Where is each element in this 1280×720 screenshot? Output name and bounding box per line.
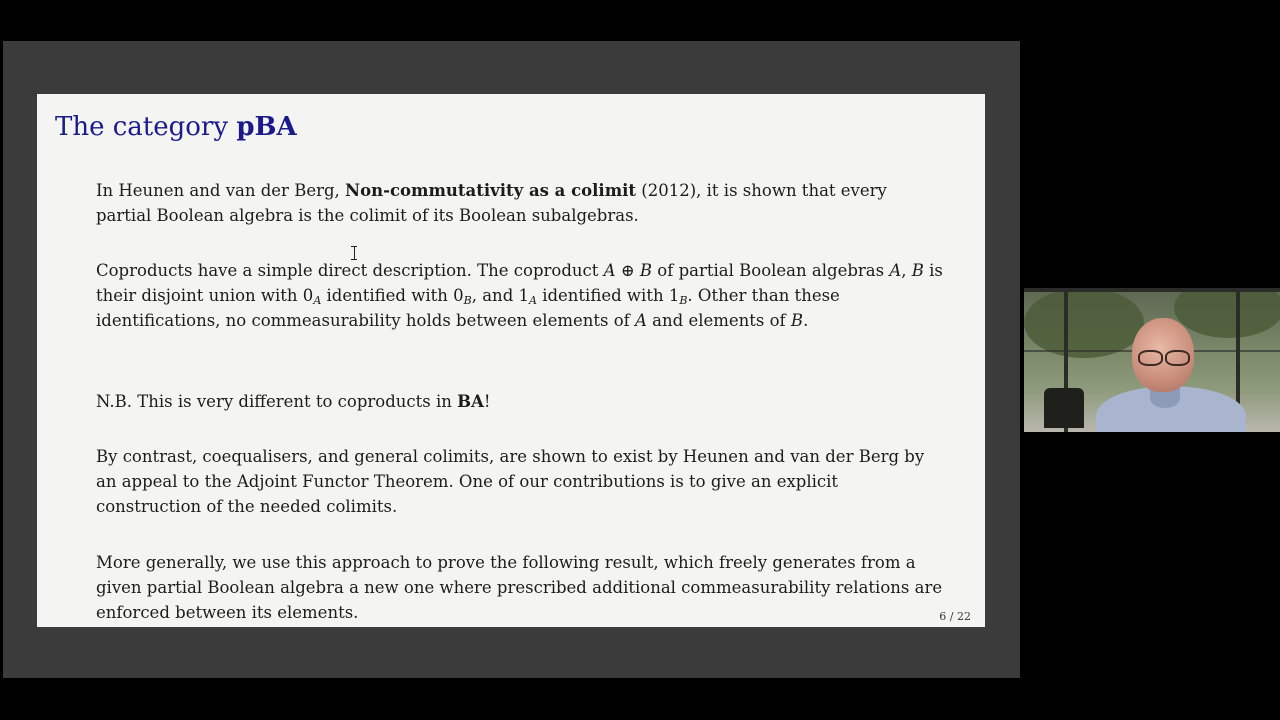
p1-paper-title: Non-commutativity as a colimit bbox=[345, 181, 637, 200]
participant-video-tile[interactable] bbox=[1024, 288, 1280, 432]
p2-math-a2: A bbox=[889, 261, 902, 280]
p1-text-b: (2012), it is shown that every partial Boolean algebra is the colimit of its Boolean subalgebras. bbox=[96, 181, 887, 225]
chair-shape bbox=[1044, 388, 1084, 428]
p2-text-j: . bbox=[803, 311, 809, 330]
slide-title-bold: pBA bbox=[236, 112, 297, 142]
paragraph-coproducts bbox=[96, 258, 946, 333]
paragraph-colimit bbox=[96, 178, 946, 228]
p2-sub-a2: A bbox=[529, 294, 537, 307]
p2-oplus: ⊕ bbox=[615, 261, 640, 280]
p2-math-b2: B bbox=[911, 261, 924, 280]
text-cursor-icon bbox=[351, 246, 357, 260]
background-foliage bbox=[1024, 288, 1144, 358]
p2-text-b: of partial Boolean algebras bbox=[652, 261, 890, 280]
paragraph-nb bbox=[96, 389, 946, 414]
p2-text-f: , and 1 bbox=[471, 286, 529, 305]
p2-text-d: is their disjoint union with 0 bbox=[96, 261, 943, 305]
page-number: 6 / 22 bbox=[939, 610, 971, 623]
p2-math-a3: A bbox=[635, 311, 647, 330]
p2-text-g: identified with 1 bbox=[536, 286, 680, 305]
background-foliage-right bbox=[1174, 288, 1280, 338]
p2-text-c: , bbox=[901, 261, 912, 280]
p2-math-b3: B bbox=[790, 311, 804, 330]
p2-sub-a: A bbox=[313, 294, 322, 307]
p2-math-b: B bbox=[639, 261, 653, 280]
p1-text-a: In Heunen and van der Berg, bbox=[96, 181, 346, 200]
slide-title-prefix: The category bbox=[55, 112, 237, 142]
p3-text-b: ! bbox=[483, 392, 491, 411]
p2-sub-b2: B bbox=[679, 294, 688, 307]
p3-ba: BA bbox=[457, 392, 484, 411]
p3-text-a: N.B. This is very different to coproducts in bbox=[96, 392, 458, 411]
p2-text-a: Coproducts have a simple direct description. The coproduct bbox=[96, 261, 604, 280]
p2-text-e: identified with 0 bbox=[321, 286, 464, 305]
p2-sub-b: B bbox=[463, 294, 472, 307]
paragraph-general: More generally, we use this approach to prove the following result, which freely generates from a given partial Boolean algebra a new one where prescribed additional commeasurability relations are enforced between its elements. bbox=[96, 553, 943, 622]
glasses-icon bbox=[1138, 350, 1190, 364]
p2-math-a: A bbox=[603, 261, 616, 280]
p2-text-h: . Other than these identifications, no commeasurability holds between elements of bbox=[96, 286, 840, 330]
paragraph-coequalisers: By contrast, coequalisers, and general colimits, are shown to exist by Heunen and van der Berg by an appeal to the Adjoint Functor Theorem. One of our contributions is to give an explicit construction of the needed colimits. bbox=[96, 447, 925, 516]
p2-text-i: and elements of bbox=[646, 311, 791, 330]
presentation-slide bbox=[37, 94, 985, 627]
window-frame-top bbox=[1024, 288, 1280, 292]
slide-title bbox=[55, 112, 297, 142]
